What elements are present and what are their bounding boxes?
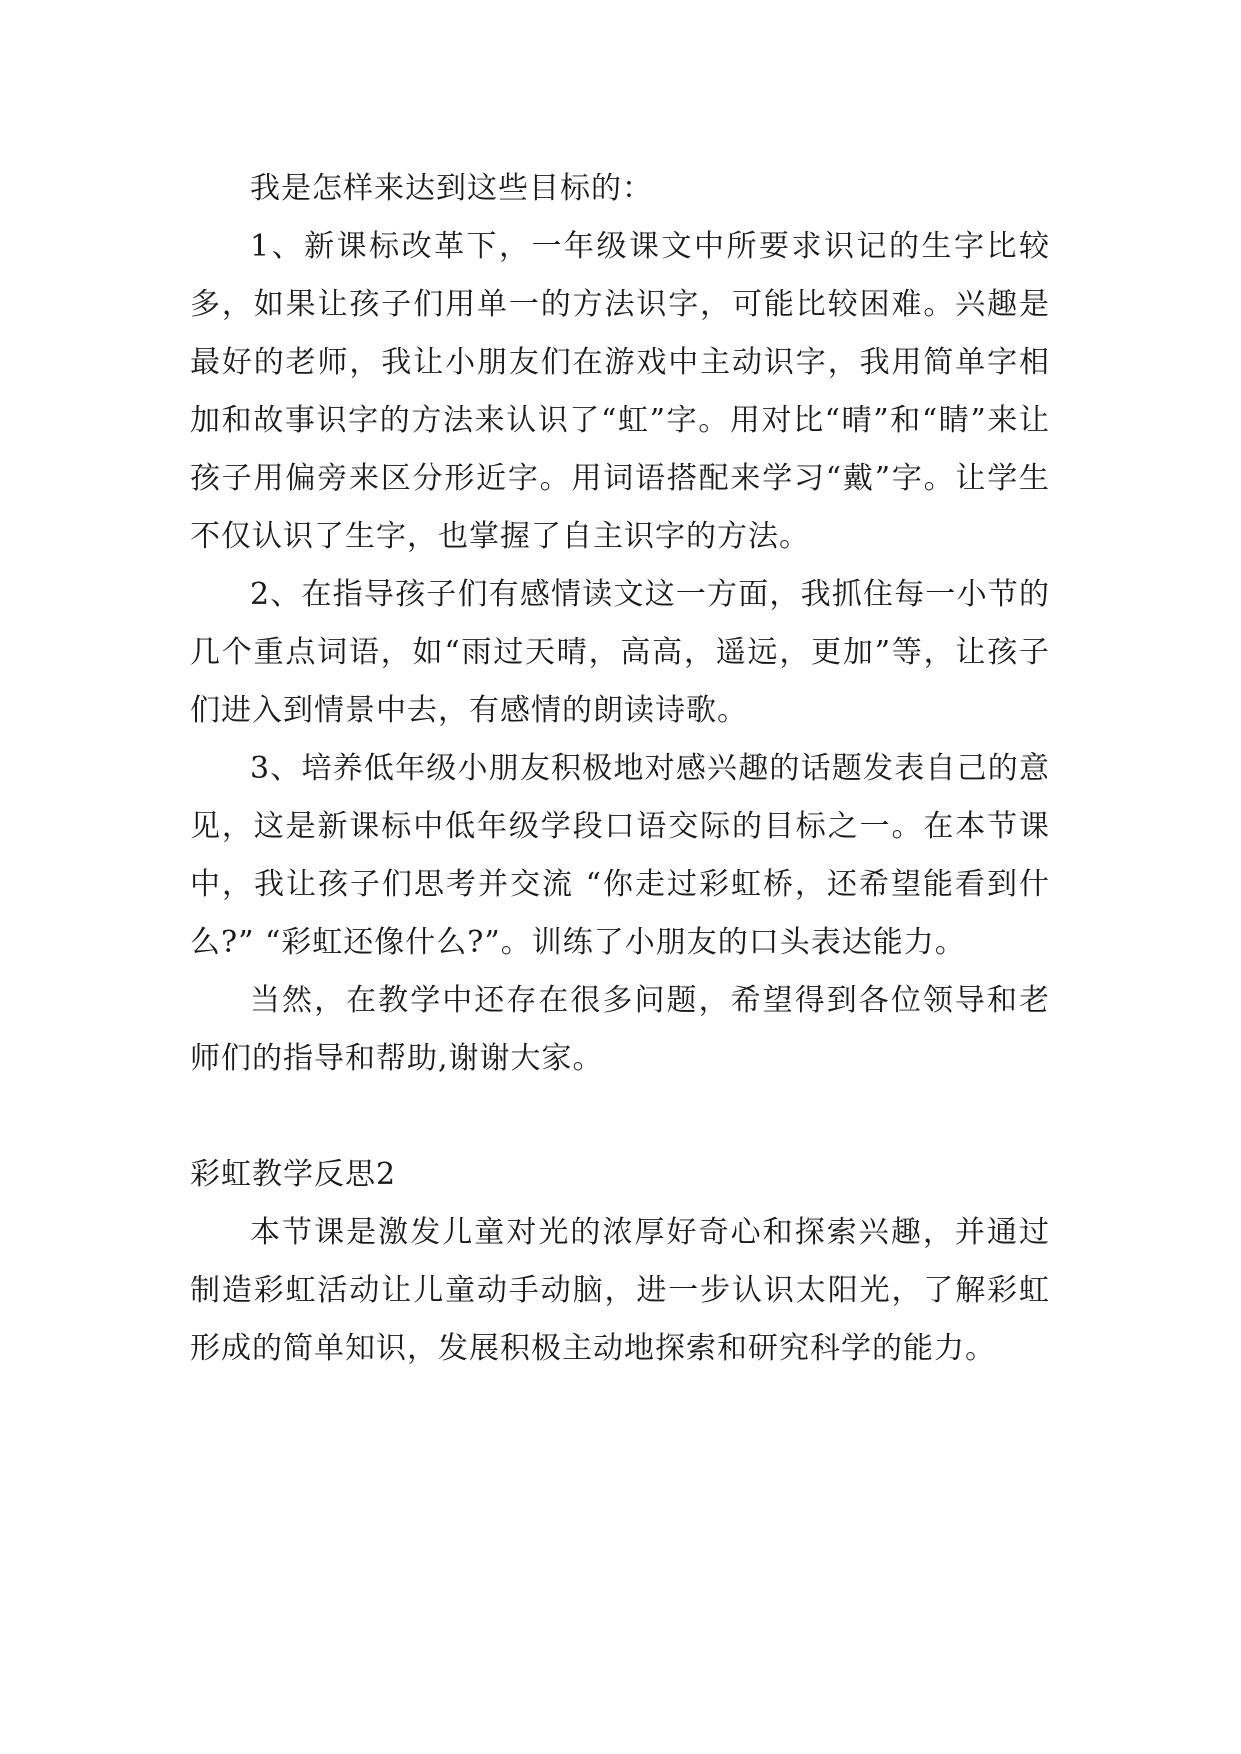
paragraph-point-3: 3、培养低年级小朋友积极地对感兴趣的话题发表自己的意见，这是新课标中低年级学段口语交际的目标之一。在本节课中，我让孩子们思考并交流 “你走过彩虹桥，还希望能看到什么?” “彩虹还像什么?”。训练了小朋友的口头表达能力。	[190, 751, 1050, 960]
paragraph-intro: 我是怎样来达到这些目标的：	[250, 171, 653, 206]
paragraph-section-2-body: 本节课是激发儿童对光的浓厚好奇心和探索兴趣，并通过制造彩虹活动让儿童动手动脑，进一步认识太阳光，了解彩虹形成的简单知识，发展积极主动地探索和研究科学的能力。	[190, 1215, 1050, 1366]
section-spacer	[190, 1088, 1050, 1146]
paragraph-point-2: 2、在指导孩子们有感情读文这一方面，我抓住每一小节的几个重点词语，如“雨过天晴，高高，遥远，更加”等，让孩子们进入到情景中去，有感情的朗读诗歌。	[190, 577, 1050, 728]
paragraph-conclusion: 当然，在教学中还存在很多问题，希望得到各位领导和老师们的指导和帮助,谢谢大家。	[190, 983, 1050, 1076]
section-title: 彩虹教学反思2	[190, 1157, 397, 1192]
document-body	[190, 160, 1050, 1378]
paragraph-point-1: 1、新课标改革下，一年级课文中所要求识记的生字比较多，如果让孩子们用单一的方法识字，可能比较困难。兴趣是最好的老师，我让小朋友们在游戏中主动识字，我用简单字相加和故事识字的方法来认识了“虹”字。用对比“晴”和“睛”来让孩子用偏旁来区分形近字。用词语搭配来学习“戴”字。让学生不仅认识了生字，也掌握了自主识字的方法。	[190, 229, 1050, 554]
